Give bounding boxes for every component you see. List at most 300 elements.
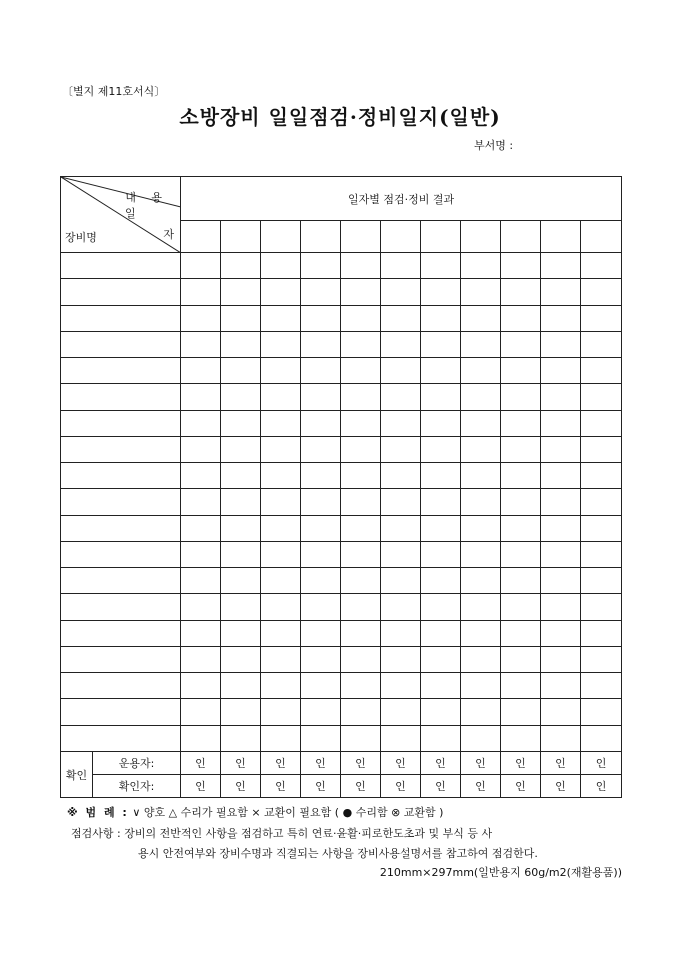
result-cell[interactable]	[581, 646, 622, 672]
seal-cell[interactable]: 인	[301, 775, 341, 798]
result-cell[interactable]	[581, 673, 622, 699]
result-cell[interactable]	[221, 384, 261, 410]
result-cell[interactable]	[541, 646, 581, 672]
equipment-name-cell[interactable]	[61, 515, 181, 541]
equipment-row	[61, 305, 622, 331]
result-cell[interactable]	[461, 620, 501, 646]
result-cell[interactable]	[541, 410, 581, 436]
date-cell[interactable]	[581, 221, 622, 253]
equipment-name-label: 장비명	[65, 231, 97, 244]
result-header: 일자별 점검·정비 결과	[181, 177, 622, 221]
result-cell[interactable]	[181, 489, 221, 515]
seal-cell[interactable]: 인	[461, 752, 501, 775]
result-cell[interactable]	[341, 331, 381, 357]
result-cell[interactable]	[501, 515, 541, 541]
equipment-row	[61, 358, 622, 384]
result-cell[interactable]	[221, 410, 261, 436]
result-cell[interactable]	[421, 358, 461, 384]
result-cell[interactable]	[181, 568, 221, 594]
result-cell[interactable]	[541, 673, 581, 699]
result-cell[interactable]	[461, 358, 501, 384]
result-cell[interactable]	[381, 646, 421, 672]
result-cell[interactable]	[581, 384, 622, 410]
result-cell[interactable]	[341, 358, 381, 384]
result-cell[interactable]	[581, 410, 622, 436]
result-cell[interactable]	[301, 725, 341, 752]
result-cell[interactable]	[461, 673, 501, 699]
equipment-row	[61, 463, 622, 489]
result-cell[interactable]	[261, 358, 301, 384]
result-cell[interactable]	[221, 358, 261, 384]
result-cell[interactable]	[461, 646, 501, 672]
result-cell[interactable]	[301, 673, 341, 699]
result-cell[interactable]	[501, 331, 541, 357]
result-cell[interactable]	[461, 489, 501, 515]
result-cell[interactable]	[461, 515, 501, 541]
result-cell[interactable]	[261, 489, 301, 515]
result-cell[interactable]	[381, 673, 421, 699]
result-cell[interactable]	[181, 305, 221, 331]
result-cell[interactable]	[541, 620, 581, 646]
result-cell[interactable]	[381, 410, 421, 436]
equipment-row	[61, 515, 622, 541]
result-cell[interactable]	[181, 699, 221, 725]
seal-cell[interactable]: 인	[341, 752, 381, 775]
equipment-row	[61, 594, 622, 620]
result-cell[interactable]	[501, 594, 541, 620]
operator-row	[61, 752, 622, 775]
result-cell[interactable]	[221, 463, 261, 489]
result-cell[interactable]	[341, 568, 381, 594]
date-cell[interactable]	[181, 221, 221, 253]
department-label: 부서명 :	[474, 139, 514, 152]
result-cell[interactable]	[301, 358, 341, 384]
result-cell[interactable]	[421, 384, 461, 410]
result-cell[interactable]	[261, 620, 301, 646]
equipment-row	[61, 489, 622, 515]
result-cell[interactable]	[221, 515, 261, 541]
result-cell[interactable]	[221, 725, 261, 752]
result-cell[interactable]	[381, 568, 421, 594]
result-cell[interactable]	[341, 594, 381, 620]
result-cell[interactable]	[301, 436, 341, 462]
equipment-name-cell[interactable]	[61, 620, 181, 646]
result-cell[interactable]	[381, 594, 421, 620]
result-cell[interactable]	[261, 568, 301, 594]
content-label: 내 용	[125, 191, 168, 204]
result-cell[interactable]	[461, 594, 501, 620]
result-cell[interactable]	[581, 699, 622, 725]
seal-cell[interactable]: 인	[541, 775, 581, 798]
result-cell[interactable]	[581, 253, 622, 279]
result-cell[interactable]	[341, 646, 381, 672]
result-cell[interactable]	[581, 436, 622, 462]
date-cell[interactable]	[461, 221, 501, 253]
equipment-name-cell[interactable]	[61, 541, 181, 567]
equipment-name-cell[interactable]	[61, 279, 181, 305]
result-cell[interactable]	[341, 253, 381, 279]
result-cell[interactable]	[261, 673, 301, 699]
result-cell[interactable]	[221, 568, 261, 594]
equipment-name-cell[interactable]	[61, 331, 181, 357]
result-cell[interactable]	[381, 358, 421, 384]
result-cell[interactable]	[541, 594, 581, 620]
result-cell[interactable]	[381, 305, 421, 331]
result-cell[interactable]	[581, 594, 622, 620]
result-cell[interactable]	[501, 463, 541, 489]
seal-cell[interactable]: 인	[301, 752, 341, 775]
result-cell[interactable]	[221, 620, 261, 646]
result-cell[interactable]	[261, 305, 301, 331]
result-cell[interactable]	[261, 253, 301, 279]
result-cell[interactable]	[261, 515, 301, 541]
result-cell[interactable]	[541, 489, 581, 515]
result-cell[interactable]	[341, 410, 381, 436]
result-cell[interactable]	[301, 384, 341, 410]
result-cell[interactable]	[461, 279, 501, 305]
result-cell[interactable]	[181, 384, 221, 410]
legend-title: ※ 범 례 :	[67, 806, 129, 819]
inspection-notes-line2: 용시 안전여부와 장비수명과 직결되는 사항을 장비사용설명서를 참고하여 점검한다.	[138, 847, 538, 860]
seal-cell[interactable]: 인	[501, 752, 541, 775]
equipment-row	[61, 410, 622, 436]
date-cell[interactable]	[261, 221, 301, 253]
result-cell[interactable]	[541, 279, 581, 305]
result-cell[interactable]	[461, 541, 501, 567]
page-title: 소방장비 일일점검·정비일지(일반)	[179, 105, 501, 129]
equipment-name-cell[interactable]	[61, 489, 181, 515]
seal-cell[interactable]: 인	[421, 775, 461, 798]
result-cell[interactable]	[261, 384, 301, 410]
header-row	[61, 177, 622, 221]
equipment-row	[61, 279, 622, 305]
date-cell[interactable]	[341, 221, 381, 253]
equipment-name-cell[interactable]	[61, 463, 181, 489]
equipment-row	[61, 699, 622, 725]
result-cell[interactable]	[181, 358, 221, 384]
person-label: 자	[163, 228, 174, 241]
result-cell[interactable]	[541, 436, 581, 462]
result-cell[interactable]	[301, 489, 341, 515]
seal-cell[interactable]: 인	[461, 775, 501, 798]
checker-label: 확인자:	[93, 775, 181, 798]
result-cell[interactable]	[261, 725, 301, 752]
result-cell[interactable]	[541, 331, 581, 357]
equipment-row	[61, 384, 622, 410]
result-cell[interactable]	[421, 673, 461, 699]
result-cell[interactable]	[301, 646, 341, 672]
seal-cell[interactable]: 인	[501, 775, 541, 798]
result-cell[interactable]	[181, 541, 221, 567]
result-cell[interactable]	[461, 331, 501, 357]
result-cell[interactable]	[221, 673, 261, 699]
result-cell[interactable]	[221, 541, 261, 567]
result-cell[interactable]	[301, 279, 341, 305]
result-cell[interactable]	[261, 646, 301, 672]
date-cell[interactable]	[501, 221, 541, 253]
equipment-row	[61, 673, 622, 699]
result-cell[interactable]	[501, 384, 541, 410]
result-cell[interactable]	[501, 279, 541, 305]
result-cell[interactable]	[181, 463, 221, 489]
result-cell[interactable]	[501, 358, 541, 384]
result-cell[interactable]	[581, 725, 622, 752]
result-cell[interactable]	[421, 436, 461, 462]
checker-row	[61, 775, 622, 798]
result-cell[interactable]	[221, 699, 261, 725]
result-cell[interactable]	[341, 305, 381, 331]
equipment-name-cell[interactable]	[61, 725, 181, 752]
seal-cell[interactable]: 인	[381, 752, 421, 775]
result-cell[interactable]	[421, 699, 461, 725]
seal-cell[interactable]: 인	[541, 752, 581, 775]
result-cell[interactable]	[581, 305, 622, 331]
result-cell[interactable]	[261, 594, 301, 620]
legend	[67, 804, 443, 820]
result-cell[interactable]	[341, 384, 381, 410]
seal-cell[interactable]: 인	[581, 752, 622, 775]
result-cell[interactable]	[301, 594, 341, 620]
result-cell[interactable]	[581, 541, 622, 567]
result-cell[interactable]	[581, 279, 622, 305]
result-cell[interactable]	[421, 541, 461, 567]
date-cell[interactable]	[381, 221, 421, 253]
result-cell[interactable]	[221, 331, 261, 357]
equipment-name-cell[interactable]	[61, 699, 181, 725]
result-cell[interactable]	[541, 384, 581, 410]
result-cell[interactable]	[341, 725, 381, 752]
result-cell[interactable]	[381, 331, 421, 357]
corner-header-cell	[61, 177, 181, 253]
legend-items: ∨ 양호 △ 수리가 필요함 × 교환이 필요함 ( ● 수리함 ⊗ 교환함 )	[132, 806, 444, 819]
result-cell[interactable]	[381, 699, 421, 725]
result-cell[interactable]	[341, 279, 381, 305]
equipment-name-cell[interactable]	[61, 436, 181, 462]
result-cell[interactable]	[301, 463, 341, 489]
result-cell[interactable]	[541, 725, 581, 752]
equipment-name-cell[interactable]	[61, 253, 181, 279]
result-cell[interactable]	[421, 463, 461, 489]
result-cell[interactable]	[581, 489, 622, 515]
result-cell[interactable]	[261, 463, 301, 489]
result-cell[interactable]	[301, 699, 341, 725]
form-number-label: 〔별지 제11호서식〕	[62, 85, 166, 98]
date-cell[interactable]	[221, 221, 261, 253]
equipment-row	[61, 331, 622, 357]
result-cell[interactable]	[381, 279, 421, 305]
result-cell[interactable]	[461, 410, 501, 436]
equipment-name-cell[interactable]	[61, 646, 181, 672]
equipment-row	[61, 541, 622, 567]
result-cell[interactable]	[381, 253, 421, 279]
result-cell[interactable]	[541, 515, 581, 541]
result-cell[interactable]	[341, 673, 381, 699]
result-cell[interactable]	[461, 384, 501, 410]
seal-cell[interactable]: 인	[181, 752, 221, 775]
equipment-row	[61, 646, 622, 672]
result-cell[interactable]	[261, 436, 301, 462]
result-cell[interactable]	[301, 541, 341, 567]
equipment-row	[61, 568, 622, 594]
result-cell[interactable]	[301, 620, 341, 646]
confirm-label: 확인	[61, 752, 93, 798]
result-cell[interactable]	[181, 594, 221, 620]
result-cell[interactable]	[341, 463, 381, 489]
result-cell[interactable]	[501, 646, 541, 672]
day-label: 일	[125, 207, 136, 220]
equipment-name-cell[interactable]	[61, 410, 181, 436]
result-cell[interactable]	[381, 515, 421, 541]
result-cell[interactable]	[501, 489, 541, 515]
result-cell[interactable]	[541, 253, 581, 279]
result-cell[interactable]	[381, 541, 421, 567]
seal-cell[interactable]: 인	[341, 775, 381, 798]
result-cell[interactable]	[381, 436, 421, 462]
result-cell[interactable]	[421, 725, 461, 752]
seal-cell[interactable]: 인	[261, 752, 301, 775]
result-cell[interactable]	[581, 568, 622, 594]
seal-cell[interactable]: 인	[221, 752, 261, 775]
result-cell[interactable]	[221, 646, 261, 672]
result-cell[interactable]	[421, 489, 461, 515]
result-cell[interactable]	[541, 568, 581, 594]
result-cell[interactable]	[501, 541, 541, 567]
seal-cell[interactable]: 인	[421, 752, 461, 775]
result-cell[interactable]	[461, 725, 501, 752]
result-cell[interactable]	[501, 436, 541, 462]
equipment-name-cell[interactable]	[61, 384, 181, 410]
result-cell[interactable]	[261, 410, 301, 436]
result-cell[interactable]	[501, 253, 541, 279]
result-cell[interactable]	[461, 305, 501, 331]
seal-cell[interactable]: 인	[381, 775, 421, 798]
result-cell[interactable]	[181, 436, 221, 462]
result-cell[interactable]	[421, 305, 461, 331]
result-cell[interactable]	[581, 358, 622, 384]
result-cell[interactable]	[581, 515, 622, 541]
result-cell[interactable]	[261, 541, 301, 567]
result-cell[interactable]	[181, 646, 221, 672]
result-cell[interactable]	[581, 620, 622, 646]
equipment-row	[61, 253, 622, 279]
result-cell[interactable]	[381, 384, 421, 410]
result-cell[interactable]	[501, 568, 541, 594]
result-cell[interactable]	[381, 463, 421, 489]
result-cell[interactable]	[501, 725, 541, 752]
equipment-row	[61, 725, 622, 752]
seal-cell[interactable]: 인	[181, 775, 221, 798]
result-cell[interactable]	[421, 331, 461, 357]
result-cell[interactable]	[261, 699, 301, 725]
seal-cell[interactable]: 인	[261, 775, 301, 798]
result-cell[interactable]	[181, 515, 221, 541]
result-cell[interactable]	[341, 620, 381, 646]
result-cell[interactable]	[421, 646, 461, 672]
result-cell[interactable]	[221, 305, 261, 331]
result-cell[interactable]	[421, 620, 461, 646]
equipment-row	[61, 436, 622, 462]
result-cell[interactable]	[501, 673, 541, 699]
equipment-name-cell[interactable]	[61, 594, 181, 620]
result-cell[interactable]	[181, 673, 221, 699]
result-cell[interactable]	[581, 331, 622, 357]
date-cell[interactable]	[301, 221, 341, 253]
result-cell[interactable]	[221, 594, 261, 620]
result-cell[interactable]	[541, 699, 581, 725]
result-cell[interactable]	[341, 699, 381, 725]
result-cell[interactable]	[341, 541, 381, 567]
result-cell[interactable]	[501, 699, 541, 725]
result-cell[interactable]	[461, 436, 501, 462]
result-cell[interactable]	[541, 358, 581, 384]
result-cell[interactable]	[421, 410, 461, 436]
result-cell[interactable]	[341, 436, 381, 462]
result-cell[interactable]	[421, 279, 461, 305]
result-cell[interactable]	[301, 253, 341, 279]
result-cell[interactable]	[501, 620, 541, 646]
result-cell[interactable]	[541, 305, 581, 331]
result-cell[interactable]	[301, 515, 341, 541]
result-cell[interactable]	[421, 253, 461, 279]
result-cell[interactable]	[181, 253, 221, 279]
result-cell[interactable]	[301, 568, 341, 594]
result-cell[interactable]	[461, 463, 501, 489]
seal-cell[interactable]: 인	[221, 775, 261, 798]
equipment-row	[61, 620, 622, 646]
equipment-name-cell[interactable]	[61, 673, 181, 699]
result-cell[interactable]	[221, 253, 261, 279]
result-cell[interactable]	[341, 515, 381, 541]
equipment-name-cell[interactable]	[61, 568, 181, 594]
inspection-notes-line1: 점검사항 : 장비의 전반적인 사항을 점검하고 특히 연료·윤활·피로한도초과 및 부식 등 사	[71, 827, 493, 840]
result-cell[interactable]	[341, 489, 381, 515]
result-cell[interactable]	[181, 410, 221, 436]
result-cell[interactable]	[501, 305, 541, 331]
result-cell[interactable]	[541, 463, 581, 489]
seal-cell[interactable]: 인	[581, 775, 622, 798]
result-cell[interactable]	[461, 568, 501, 594]
result-cell[interactable]	[221, 489, 261, 515]
result-cell[interactable]	[261, 279, 301, 305]
operator-label: 운용자:	[93, 752, 181, 775]
result-cell[interactable]	[581, 463, 622, 489]
result-cell[interactable]	[461, 699, 501, 725]
result-cell[interactable]	[381, 725, 421, 752]
result-cell[interactable]	[421, 568, 461, 594]
result-cell[interactable]	[381, 620, 421, 646]
result-cell[interactable]	[221, 279, 261, 305]
result-cell[interactable]	[461, 253, 501, 279]
result-cell[interactable]	[181, 725, 221, 752]
date-cell[interactable]	[421, 221, 461, 253]
result-cell[interactable]	[221, 436, 261, 462]
equipment-name-cell[interactable]	[61, 358, 181, 384]
result-cell[interactable]	[421, 594, 461, 620]
result-cell[interactable]	[421, 515, 461, 541]
result-cell[interactable]	[501, 410, 541, 436]
equipment-name-cell[interactable]	[61, 305, 181, 331]
result-cell[interactable]	[301, 331, 341, 357]
result-cell[interactable]	[301, 410, 341, 436]
result-cell[interactable]	[181, 620, 221, 646]
result-cell[interactable]	[261, 331, 301, 357]
result-cell[interactable]	[181, 279, 221, 305]
result-cell[interactable]	[541, 541, 581, 567]
result-cell[interactable]	[181, 331, 221, 357]
result-cell[interactable]	[301, 305, 341, 331]
result-cell[interactable]	[381, 489, 421, 515]
date-cell[interactable]	[541, 221, 581, 253]
